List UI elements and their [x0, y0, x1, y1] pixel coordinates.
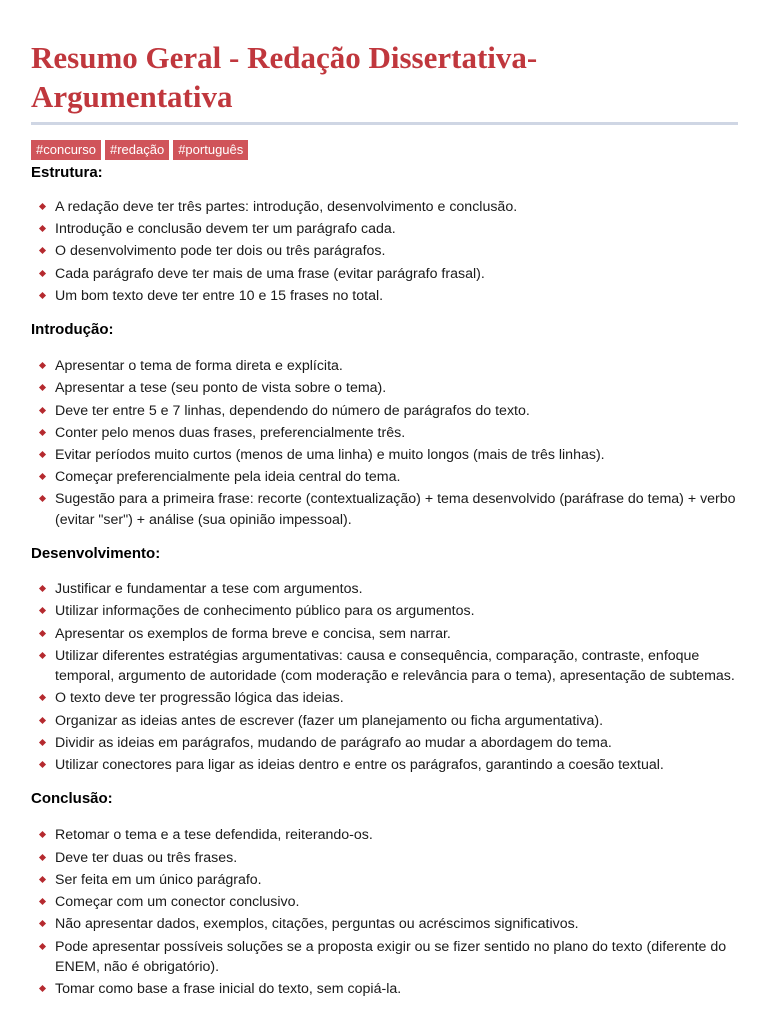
- list-item: [31, 286, 738, 306]
- list-item: [31, 688, 738, 708]
- list-item: [31, 356, 738, 376]
- diamond-bullet-icon: [39, 854, 46, 861]
- diamond-bullet-icon: [39, 247, 46, 254]
- list-item: [31, 624, 738, 644]
- tag-portugues[interactable]: #português: [173, 140, 248, 160]
- diamond-bullet-icon: [39, 451, 46, 458]
- list-item-text: Evitar períodos muito curtos (menos de uma linha) e muito longos (mais de três linhas).: [55, 447, 605, 464]
- list-item-text: Justificar e fundamentar a tese com argumentos.: [55, 581, 363, 598]
- list-item: [31, 711, 738, 731]
- list-item: [31, 848, 738, 868]
- list-item: [31, 892, 738, 912]
- list-desenvolvimento: [31, 579, 738, 775]
- diamond-bullet-icon: [39, 876, 46, 883]
- list-item: [31, 219, 738, 239]
- list-item: [31, 646, 738, 687]
- diamond-bullet-icon: [39, 203, 46, 210]
- diamond-bullet-icon: [39, 362, 46, 369]
- section-title-conclusao: Conclusão:: [31, 790, 113, 808]
- diamond-bullet-icon: [39, 898, 46, 905]
- diamond-bullet-icon: [39, 225, 46, 232]
- diamond-bullet-icon: [39, 652, 46, 659]
- list-item: [31, 979, 738, 999]
- list-item: [31, 401, 738, 421]
- list-item: [31, 733, 738, 753]
- list-item-text: O texto deve ter progressão lógica das ideias.: [55, 690, 344, 707]
- list-item-text: A redação deve ter três partes: introdução, desenvolvimento e conclusão.: [55, 199, 518, 215]
- list-item-text: Introdução e conclusão devem ter um parágrafo cada.: [55, 221, 396, 238]
- diamond-bullet-icon: [39, 270, 46, 277]
- list-item-text: O desenvolvimento pode ter dois ou três parágrafos.: [55, 243, 386, 260]
- page-title: Resumo Geral - Redação Dissertativa-Argumentativa: [31, 40, 538, 114]
- list-item: [31, 601, 738, 621]
- list-item-text: Dividir as ideias em parágrafos, mudando de parágrafo ao mudar a abordagem do tema.: [55, 734, 612, 751]
- diamond-bullet-icon: [39, 429, 46, 436]
- list-item: [31, 467, 738, 487]
- list-item-text: Não apresentar dados, exemplos, citações, perguntas ou acréscimos significativos.: [55, 916, 579, 933]
- list-item-text: Pode apresentar possíveis soluções se a proposta exigir ou se fizer sentido no plano do texto (diferente do ENEM, não é obrigatório).: [55, 938, 727, 975]
- list-item: [31, 489, 738, 530]
- list-item-text: Retomar o tema e a tese defendida, reiterando-os.: [55, 827, 373, 844]
- list-item-text: Começar preferencialmente pela ideia central do tema.: [55, 469, 401, 486]
- diamond-bullet-icon: [39, 739, 46, 746]
- list-item-text: Ser feita em um único parágrafo.: [55, 871, 262, 888]
- list-item-text: Deve ter duas ou três frases.: [55, 849, 238, 866]
- diamond-bullet-icon: [39, 761, 46, 768]
- diamond-bullet-icon: [39, 694, 46, 701]
- tag-list: [31, 140, 738, 160]
- list-item-text: Apresentar a tese (seu ponto de vista sobre o tema).: [55, 380, 387, 397]
- document-page: [31, 0, 738, 1001]
- diamond-bullet-icon: [39, 585, 46, 592]
- list-item-text: Sugestão para a primeira frase: recorte (contextualização) + tema desenvolvido (paráfrase do tema) + verbo (evitar "ser") + análise (sua opinião impessoal).: [55, 491, 736, 528]
- list-item-text: Deve ter entre 5 e 7 linhas, dependendo do número de parágrafos do texto.: [55, 402, 530, 419]
- diamond-bullet-icon: [39, 717, 46, 724]
- tag-redacao[interactable]: #redação: [105, 140, 169, 160]
- list-item: [31, 914, 738, 934]
- list-item-text: Começar com um conector conclusivo.: [55, 894, 300, 911]
- diamond-bullet-icon: [39, 942, 46, 949]
- section-title-introducao: Introdução:: [31, 321, 114, 339]
- diamond-bullet-icon: [39, 407, 46, 414]
- list-item: [31, 937, 738, 978]
- section-title-desenvolvimento: Desenvolvimento:: [31, 545, 161, 563]
- list-item-text: Tomar como base a frase inicial do texto, sem copiá-la.: [55, 981, 402, 998]
- list-item-text: Cada parágrafo deve ter mais de uma frase (evitar parágrafo frasal).: [55, 265, 485, 282]
- list-item: [31, 579, 738, 599]
- list-estrutura: [31, 197, 738, 306]
- list-item: [31, 241, 738, 261]
- list-item-text: Utilizar conectores para ligar as ideias dentro e entre os parágrafos, garantindo a coesão textual.: [55, 757, 664, 774]
- list-item: [31, 423, 738, 443]
- list-item: [31, 445, 738, 465]
- diamond-bullet-icon: [39, 920, 46, 927]
- diamond-bullet-icon: [39, 630, 46, 637]
- list-introducao: [31, 356, 738, 530]
- diamond-bullet-icon: [39, 607, 46, 614]
- section-title-estrutura: Estrutura:: [31, 164, 103, 181]
- list-item-text: Um bom texto deve ter entre 10 e 15 frases no total.: [55, 287, 384, 304]
- list-item-text: Utilizar informações de conhecimento público para os argumentos.: [55, 603, 475, 620]
- list-item-text: Apresentar o tema de forma direta e explícita.: [55, 358, 343, 375]
- list-item: [31, 197, 738, 217]
- list-item: [31, 264, 738, 284]
- list-item-text: Organizar as ideias antes de escrever (fazer um planejamento ou ficha argumentativa).: [55, 712, 604, 729]
- list-item: [31, 870, 738, 890]
- tag-concurso[interactable]: #concurso: [31, 140, 101, 160]
- list-item: [31, 378, 738, 398]
- list-item-text: Apresentar os exemplos de forma breve e concisa, sem narrar.: [55, 625, 451, 642]
- list-conclusao: [31, 825, 738, 999]
- list-item-text: Conter pelo menos duas frases, preferencialmente três.: [55, 424, 406, 441]
- list-item: [31, 825, 738, 845]
- diamond-bullet-icon: [39, 495, 46, 502]
- diamond-bullet-icon: [39, 831, 46, 838]
- list-item: [31, 755, 738, 775]
- diamond-bullet-icon: [39, 384, 46, 391]
- title-divider: [31, 122, 738, 125]
- diamond-bullet-icon: [39, 985, 46, 992]
- list-item-text: Utilizar diferentes estratégias argumentativas: causa e consequência, comparação, contraste, enfoque temporal, argumento de autoridade (com moderação e relevância para o tema), apresentação de subtemas.: [55, 647, 735, 685]
- diamond-bullet-icon: [39, 473, 46, 480]
- diamond-bullet-icon: [39, 292, 46, 299]
